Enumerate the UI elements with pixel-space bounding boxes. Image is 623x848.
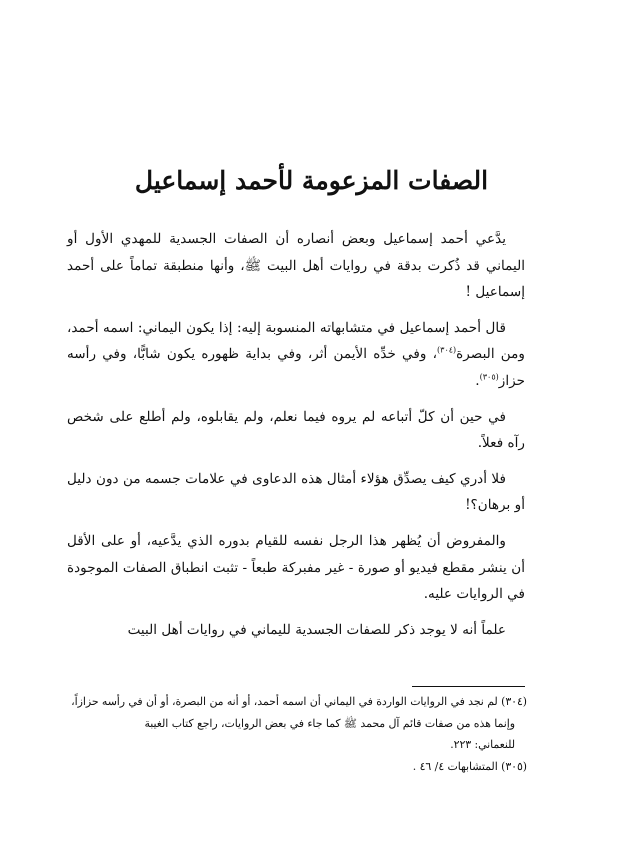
- paragraph-2: [67, 315, 525, 395]
- paragraph-4: فلا أدري كيف يصدِّق هؤلاء أمثال هذه الدعاوى في علامات جسمه من دون دليل أو برهان؟!: [67, 470, 525, 514]
- footnote-305-number: (٣٠٥): [501, 759, 527, 773]
- paragraph-3: في حين أن كلّ أتباعه لم يروه فيما نعلم، ولم يقابلوه، ولم أطلع على شخص رآه فعلاً.: [67, 408, 525, 452]
- footnote-ref-305[interactable]: (٣٠٥): [479, 372, 499, 382]
- page-title: الصفات المزعومة لأحمد إسماعيل: [134, 166, 489, 195]
- footnote-304-text: لم نجد في الروايات الواردة في اليماني أن اسمه أحمد، أو أنه من البصرة، أو أن في رأسه حزازاً،: [71, 695, 498, 708]
- paragraph-1: يدَّعي أحمد إسماعيل وبعض أنصاره أن الصفات الجسدية للمهدي الأول أو اليماني قد ذُكرت بدقة في روايات أهل البيت ﷺ، وأنها منطبقة تماماً على أحمد إسماعيل !: [67, 231, 525, 301]
- paragraph-6: علماً أنه لا يوجد ذكر للصفات الجسدية لليماني في روايات أهل البيت: [127, 621, 506, 638]
- footnote-305: [67, 756, 527, 778]
- footnote-305-text: المتشابهات ٤/ ٤٦ .: [412, 759, 498, 773]
- footnote-ref-304[interactable]: (٣٠٤): [437, 345, 457, 355]
- paragraph-2-start: قال أحمد إسماعيل في متشابهاته المنسوبة إليه: إذا يكون اليماني: اسمه أحمد، ومن البصرة: [67, 319, 525, 363]
- paragraph-2-end: .: [475, 372, 480, 389]
- paragraph-5: والمفروض أن يُظهر هذا الرجل نفسه للقيام بدوره الذي يدَّعيه، أو على الأقل أن ينشر مقطع فيديو أو صورة - غير مفبركة طبعاً - تثبت انطباق الصفات الموجودة في الروايات عليه.: [67, 532, 525, 603]
- body-text: [67, 226, 525, 643]
- footnote-304-number: (٣٠٤): [501, 695, 527, 708]
- footnote-304-line-2: وإنما هذه من صفات قائم آل محمد ﷺ كما جاء في بعض الروايات، راجع كتاب الغيبة: [144, 716, 515, 730]
- footnotes: [67, 691, 527, 777]
- footnote-304-line-3: للنعماني: ٢٢٣.: [450, 738, 515, 751]
- paragraph-2-middle: ، وفي خدِّه الأيمن أثر، وفي بداية ظهوره يكون شابًّا، وفي رأسه حزاز: [67, 346, 525, 389]
- footnote-304: [67, 691, 527, 713]
- footnote-divider: [412, 686, 525, 687]
